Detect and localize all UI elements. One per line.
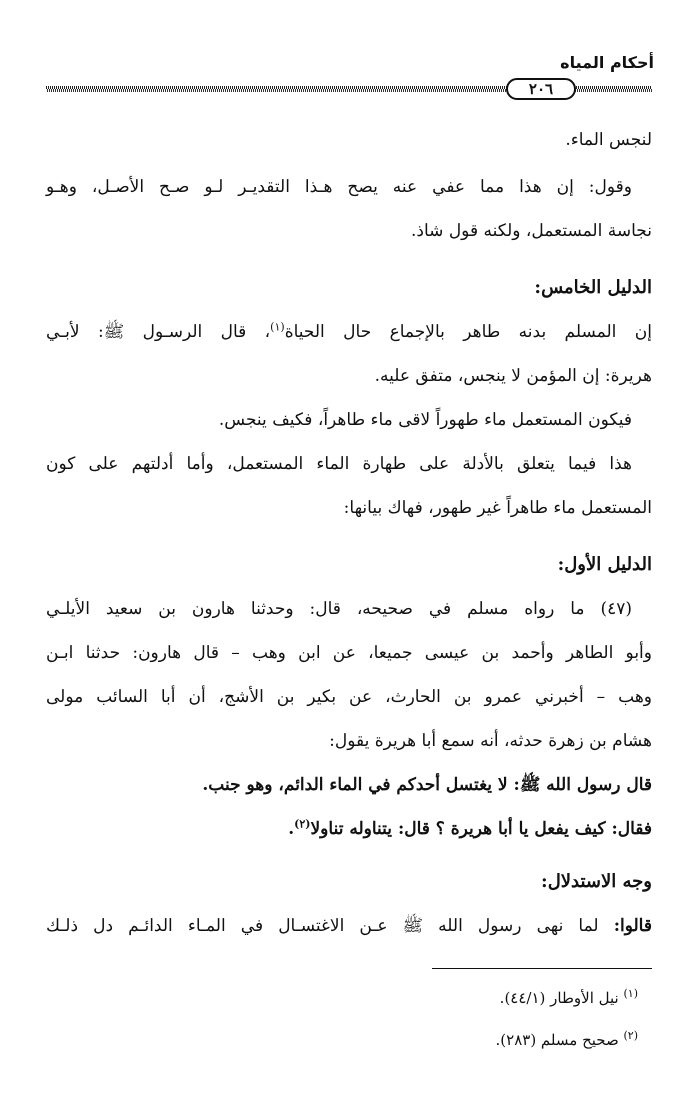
text-line: (٤٧) ما رواه مسلم في صحيحه، قال: وحدثنا هارون بن سعيد الأيلـي: [46, 599, 632, 619]
text-line: هريرة: إن المؤمن لا ينجس، متفق عليه.: [374, 366, 652, 386]
text-line: المستعمل ماء طاهراً غير طهور، فهاك بيانها:: [343, 498, 652, 518]
footnote-ref: (٢): [294, 817, 311, 831]
text-line: [46, 914, 652, 938]
hadith-text: [46, 817, 652, 841]
text-line: لنجس الماء.: [565, 130, 652, 150]
running-title: أحكام المياه: [560, 53, 654, 72]
section-heading: وجه الاستدلال:: [541, 871, 652, 892]
footnote-rule: [432, 968, 652, 969]
text-line: هذا فيما يتعلق بالأدلة على طهارة الماء المستعمل، وأما أدلتهم على كون: [46, 454, 632, 474]
footnote-text: صحيح مسلم (٢٨٣).: [495, 1031, 619, 1049]
footnote-ref: (١): [270, 320, 285, 334]
text-line: نجاسة المستعمل، ولكنه قول شاذ.: [411, 221, 652, 241]
text-line: وقول: إن هذا مما عفي عنه يصح هـذا التقديـر لـو صـح الأصـل، وهـو: [46, 177, 632, 197]
text-segment: إن المسلم بدنه طاهر بالإجماع حال الحياة: [284, 322, 652, 342]
text-line: وهب – أخبرني عمرو بن الحارث، عن بكير بن الأشج، أن أبا السائب مولى: [46, 687, 652, 707]
text-segment: ، قال الرسـول ﷺ: لأبـي: [46, 322, 271, 342]
footnote: [500, 987, 638, 1009]
footnote-marker: (١): [623, 987, 638, 1000]
text-lead: قالوا:: [613, 916, 652, 936]
footnote-text: نيل الأوطار (٤٤/١).: [499, 989, 619, 1007]
text-line: وأبو الطاهر وأحمد بن عيسى جميعا، عن ابن وهب – قال هارون: حدثنا ابـن: [46, 643, 652, 663]
hadith-text: قال رسول الله ﷺ: لا يغتسل أحدكم في الماء الدائم، وهو جنب.: [202, 775, 652, 795]
page-number: ٢٠٦: [506, 78, 576, 100]
section-heading: الدليل الأول:: [557, 554, 652, 575]
text-line: هشام بن زهرة حدثه، أنه سمع أبا هريرة يقول:: [329, 731, 652, 751]
text-segment: فقال: كيف يفعل يا أبا هريرة ؟ قال: يتناوله تناولا: [310, 819, 652, 839]
footnote: [496, 1029, 638, 1051]
section-heading: الدليل الخامس:: [534, 277, 652, 298]
footnote-marker: (٢): [623, 1029, 638, 1042]
text-line: فيكون المستعمل ماء طهوراً لاقى ماء طاهراً، فكيف ينجس.: [218, 410, 632, 430]
text-segment: .: [288, 819, 295, 839]
text-segment: لما نهى رسول الله ﷺ عـن الاغتسـال في المـاء الدائـم دل ذلـك: [46, 916, 599, 936]
text-line: [46, 320, 652, 344]
